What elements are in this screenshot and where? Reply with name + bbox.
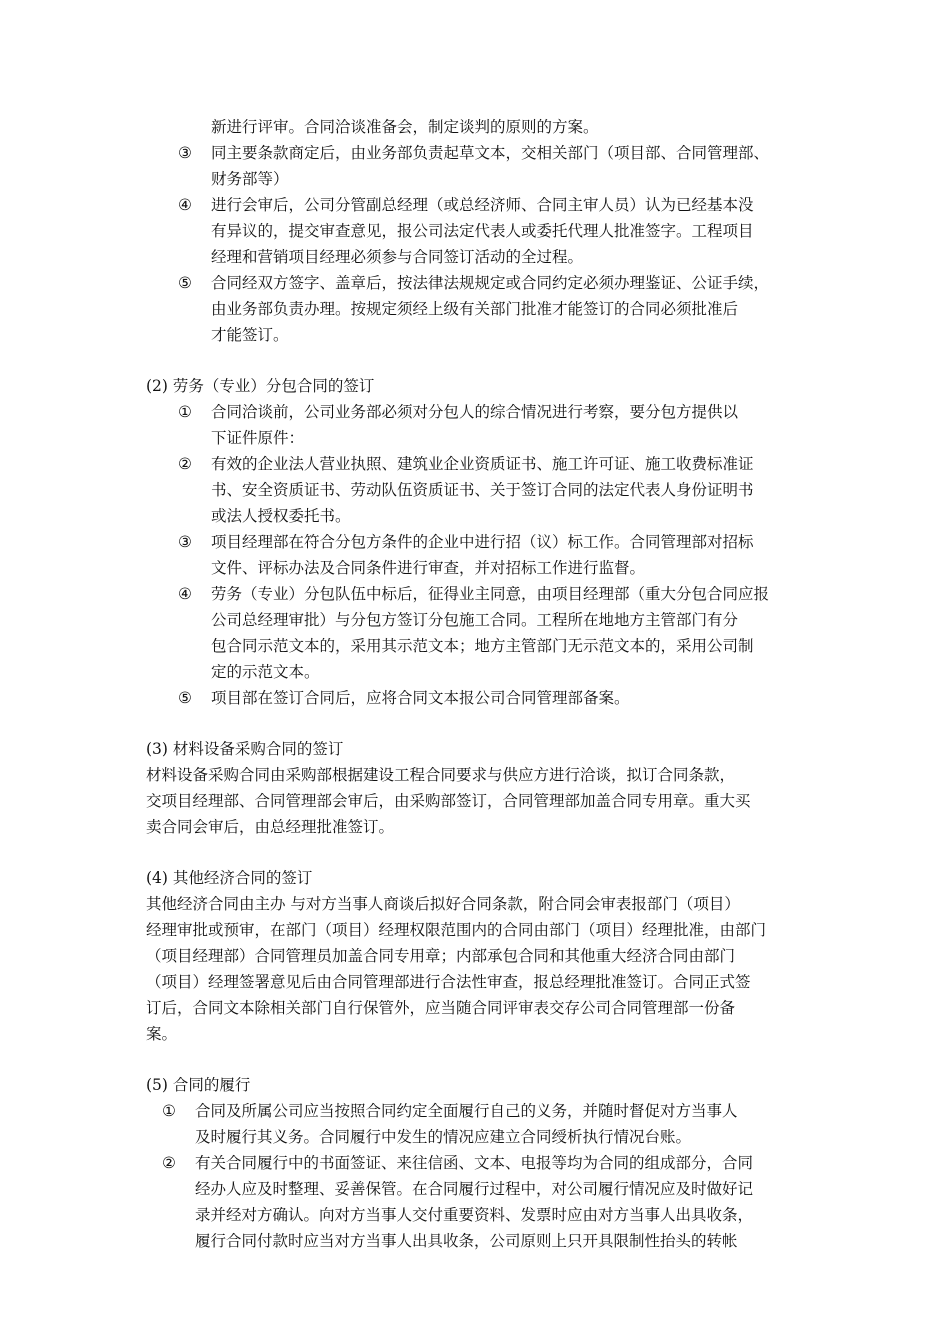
list-item-line: 项目经理部在符合分包方条件的企业中进行招（议）标工作。合同管理部对招标 (211, 533, 754, 551)
list-item-line: 同主要条款商定后，由业务部负责起草文本，交相关部门（项目部、合同管理部、 (211, 144, 770, 162)
paragraph-line: 其他经济合同由主办 与对方当事人商谈后拟好合同条款，附合同会审表报部门（项目） (146, 895, 740, 913)
list-item-line: 合同经双方签字、盖章后，按法律法规规定或合同约定必须办理鉴证、公证手续， (211, 274, 770, 292)
paragraph-line: （项目）经理签署意见后由合同管理部进行合法性审查，报总经理批准签订。合同正式签 (146, 973, 751, 991)
list-item-line: 下证件原件： (211, 429, 305, 447)
paragraph-line: 卖合同会审后，由总经理批准签订。 (146, 818, 395, 836)
list-item-line: 进行会审后，公司分管副总经理（或总经济师、合同主审人员）认为已经基本没 (211, 196, 754, 214)
paragraph-line: 案。 (146, 1025, 178, 1043)
paragraph-line: 交项目经理部、合同管理部会审后，由采购部签订，合同管理部加盖合同专用章。重大买 (146, 792, 751, 810)
list-item-line: 有关合同履行中的书面签证、来往信函、文本、电报等均为合同的组成部分，合同 (195, 1154, 754, 1172)
list-item-line: 才能签订。 (211, 326, 289, 344)
list-item-line: 劳务（专业）分包队伍中标后，征得业主同意，由项目经理部（重大分包合同应报 (211, 585, 770, 603)
list-number: ④ (178, 196, 192, 214)
section-heading: (4) 其他经济合同的签订 (146, 869, 313, 887)
list-number: ③ (178, 533, 192, 551)
list-number: ④ (178, 585, 192, 603)
list-item-line: 项目部在签订合同后，应将合同文本报公司合同管理部备案。 (211, 689, 630, 707)
list-item-line: 文件、评标办法及合同条件进行审查，并对招标工作进行监督。 (211, 559, 646, 577)
paragraph-line: 经理审批或预审，在部门（项目）经理权限范围内的合同由部门（项目）经理批准，由部门 (146, 921, 767, 939)
list-item-line: 录并经对方确认。向对方当事人交付重要资料、发票时应由对方当事人出具收条， (195, 1206, 754, 1224)
section-heading: (2) 劳务（专业）分包合同的签订 (146, 377, 375, 395)
list-item-line: 有异议的，提交审查意见，报公司法定代表人或委托代理人批准签字。工程项目 (211, 222, 754, 240)
paragraph-line: 材料设备采购合同由采购部根据建设工程合同要求与供应方进行洽谈，拟订合同条款， (146, 766, 736, 784)
paragraph-line: 订后，合同文本除相关部门自行保管外，应当随合同评审表交存公司合同管理部一份备 (146, 999, 736, 1017)
list-item-line: 公司总经理审批）与分包方签订分包施工合同。工程所在地地方主管部门有分 (211, 611, 739, 629)
list-item-line: 履行合同付款时应当对方当事人出具收条，公司原则上只开具限制性抬头的转帐 (195, 1232, 738, 1250)
section-heading: (3) 材料设备采购合同的签订 (146, 740, 344, 758)
list-item-line: 书、安全资质证书、劳动队伍资质证书、关于签订合同的法定代表人身份证明书 (211, 481, 754, 499)
list-number: ① (178, 403, 192, 421)
paragraph-line: 新进行评审。合同洽谈准备会，制定谈判的原则的方案。 (211, 118, 599, 136)
list-item-line: 定的示范文本。 (211, 663, 320, 681)
list-item-line: 合同及所属公司应当按照合同约定全面履行自己的义务，并随时督促对方当事人 (195, 1102, 738, 1120)
list-item-line: 经办人应及时整理、妥善保管。在合同履行过程中，对公司履行情况应及时做好记 (195, 1180, 754, 1198)
paragraph-line: （项目经理部）合同管理员加盖合同专用章；内部承包合同和其他重大经济合同由部门 (146, 947, 736, 965)
list-number: ② (178, 455, 192, 473)
list-item-line: 合同洽谈前，公司业务部必须对分包人的综合情况进行考察，要分包方提供以 (211, 403, 739, 421)
list-item-line: 或法人授权委托书。 (211, 507, 351, 525)
list-number: ⑤ (178, 689, 192, 707)
list-item-line: 由业务部负责办理。按规定须经上级有关部门批准才能签订的合同必须批准后 (211, 300, 739, 318)
list-item-line: 经理和营销项目经理必须参与合同签订活动的全过程。 (211, 248, 584, 266)
list-item-line: 包合同示范文本的，采用其示范文本；地方主管部门无示范文本的，采用公司制 (211, 637, 754, 655)
list-item-line: 财务部等） (211, 170, 289, 188)
list-item-line: 有效的企业法人营业执照、建筑业企业资质证书、施工许可证、施工收费标准证 (211, 455, 754, 473)
list-number: ③ (178, 144, 192, 162)
list-number: ⑤ (178, 274, 192, 292)
section-heading: (5) 合同的履行 (146, 1076, 251, 1094)
list-number: ① (162, 1102, 176, 1120)
list-item-line: 及时履行其义务。合同履行中发生的情况应建立合同绶析执行情况台账。 (195, 1128, 692, 1146)
list-number: ② (162, 1154, 176, 1172)
